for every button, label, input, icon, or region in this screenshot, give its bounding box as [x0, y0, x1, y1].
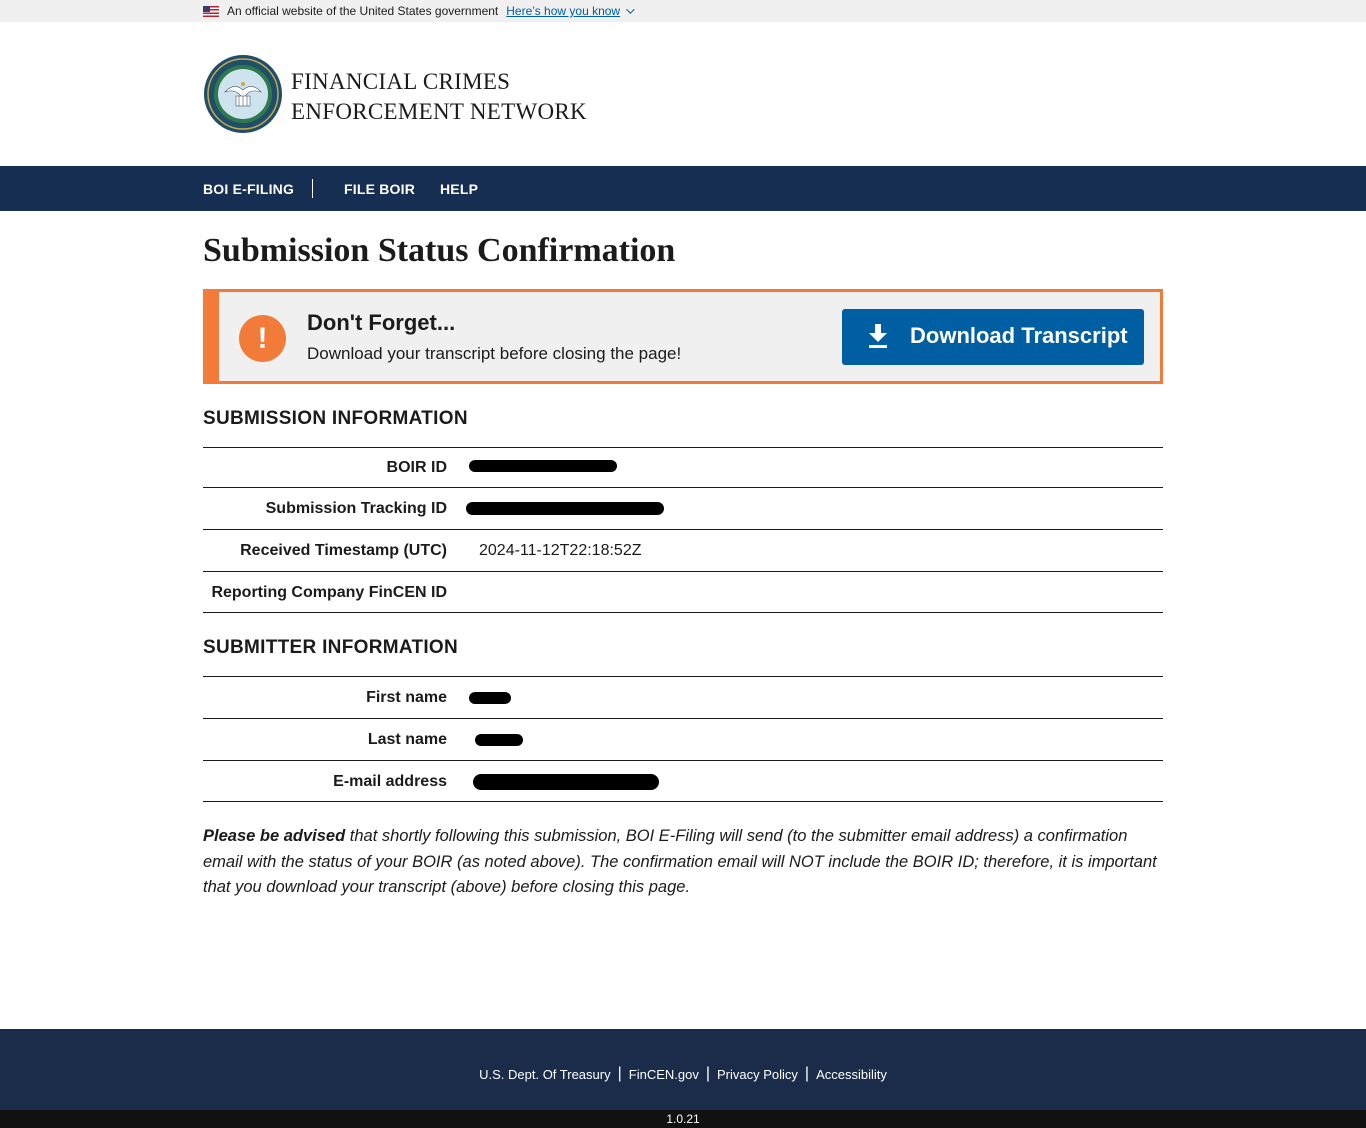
footer-link-treasury[interactable]: U.S. Dept. Of Treasury — [479, 1066, 611, 1082]
submission-info-table — [203, 447, 1163, 613]
footer-link-accessibility[interactable]: Accessibility — [816, 1066, 887, 1082]
nav-item-file-boir[interactable]: FILE BOIR — [344, 180, 416, 197]
advisory-bold: Please be advised — [203, 827, 346, 845]
footer-separator: | — [617, 1065, 622, 1082]
primary-nav — [0, 166, 1366, 211]
chevron-down-icon[interactable] — [626, 5, 634, 13]
download-transcript-label: Download Transcript — [910, 323, 1128, 348]
alert-text: Download your transcript before closing the page! — [307, 344, 682, 363]
alert-heading: Don't Forget... — [307, 310, 456, 335]
page-title: Submission Status Confirmation — [203, 232, 676, 269]
nav-item-boi-efiling[interactable]: BOI E-FILING — [203, 180, 295, 197]
table-row — [203, 529, 1163, 571]
redaction-mark — [475, 734, 523, 746]
agency-name[interactable] — [291, 67, 587, 127]
table-row — [203, 760, 1163, 802]
site-header — [0, 22, 1366, 166]
last-name-label: Last name — [367, 731, 447, 748]
agency-name-line1: FINANCIAL CRIMES — [291, 69, 511, 94]
submission-info-title: SUBMISSION INFORMATION — [203, 408, 468, 429]
table-row — [203, 571, 1163, 613]
advisory-body: that shortly following this submission, BOI E-Filing will send (to the submitter email address) a confirmation email with the status of your BOIR (as noted above). The confirmation email will NOT include the BOIR ID; therefore, it is important that you download your transcript (above) before closing this page. — [203, 827, 1157, 896]
download-icon — [868, 324, 888, 348]
fincen-id-label: Reporting Company FinCEN ID — [211, 584, 447, 601]
gov-banner — [0, 0, 1366, 22]
redaction-mark — [469, 460, 617, 472]
version-label: 1.0.21 — [0, 1110, 1366, 1128]
table-row — [203, 487, 1163, 529]
gov-banner-text: An official website of the United States government — [227, 4, 499, 18]
table-row — [203, 718, 1163, 760]
reminder-alert — [203, 289, 1163, 384]
agency-name-line2: ENFORCEMENT NETWORK — [291, 99, 587, 124]
received-timestamp-value: 2024-11-12T22:18:52Z — [479, 542, 642, 559]
submitter-info-title: SUBMITTER INFORMATION — [203, 637, 459, 658]
first-name-label: First name — [366, 689, 447, 706]
tracking-id-label: Submission Tracking ID — [265, 500, 447, 517]
site-footer — [0, 1029, 1366, 1110]
redaction-mark — [466, 502, 664, 515]
advisory-text — [203, 824, 1165, 901]
email-label: E-mail address — [333, 773, 447, 790]
nav-divider — [312, 179, 313, 198]
fincen-seal-icon[interactable] — [203, 54, 283, 134]
warning-icon: ! — [239, 315, 286, 362]
submitter-info-table — [203, 676, 1163, 802]
received-timestamp-label: Received Timestamp (UTC) — [240, 542, 447, 559]
footer-link-fincen[interactable]: FinCEN.gov — [628, 1066, 699, 1082]
table-row — [203, 676, 1163, 718]
footer-separator: | — [804, 1065, 810, 1082]
redaction-mark — [469, 692, 511, 704]
footer-separator: | — [705, 1065, 710, 1082]
us-flag-icon — [203, 6, 219, 17]
footer-link-privacy[interactable]: Privacy Policy — [717, 1066, 798, 1082]
boir-id-label: BOIR ID — [386, 459, 447, 476]
redaction-mark — [473, 774, 659, 790]
download-transcript-button[interactable] — [842, 309, 1144, 365]
nav-item-help[interactable]: HELP — [440, 180, 479, 197]
table-row — [203, 447, 1163, 487]
heres-how-you-know-link[interactable]: Here’s how you know — [506, 4, 621, 18]
footer-links — [0, 1029, 1366, 1119]
